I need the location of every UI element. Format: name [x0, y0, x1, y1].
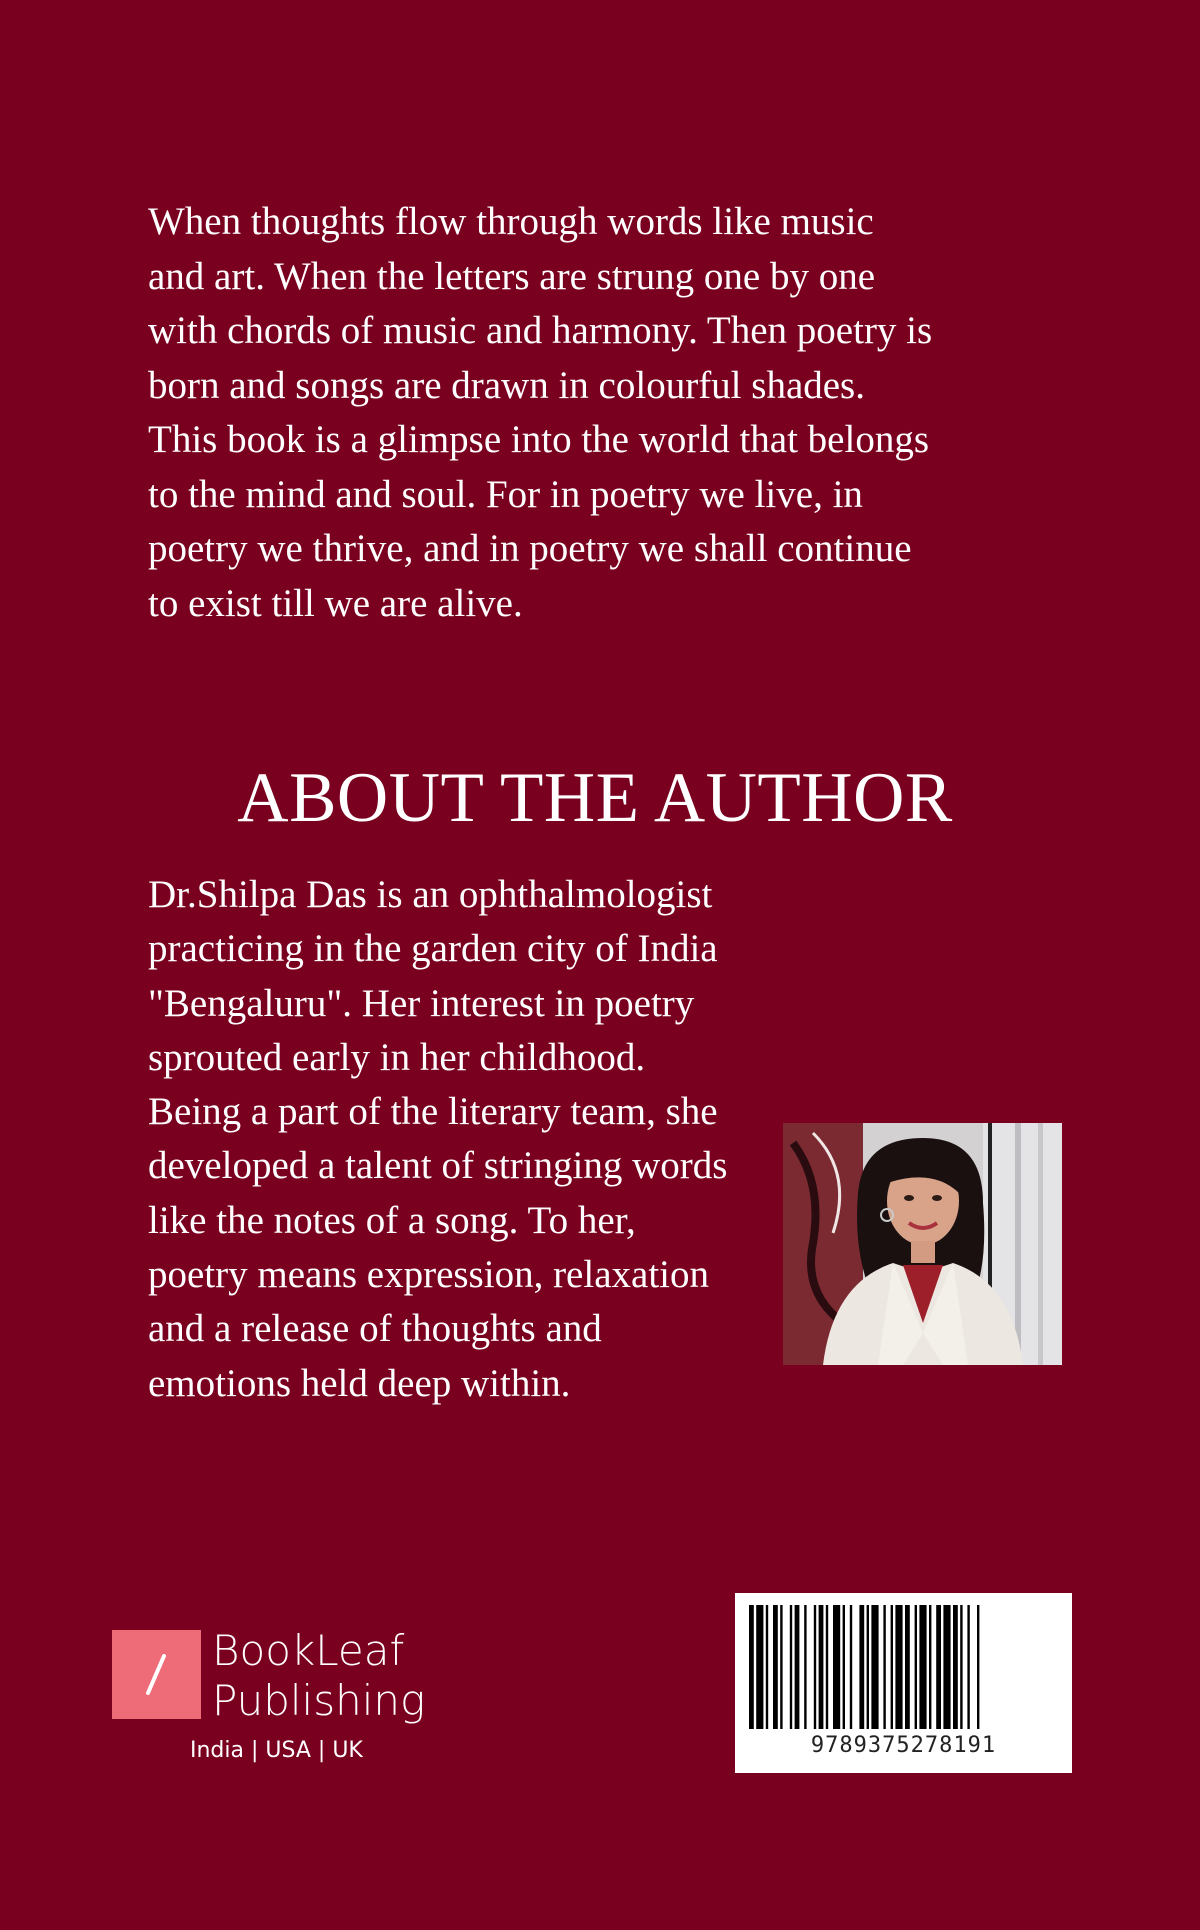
- barcode-bar: [960, 1605, 962, 1729]
- barcode-bar: [819, 1605, 824, 1729]
- blurb-line: with chords of music and harmony. Then poetry is: [148, 309, 933, 352]
- barcode-bar: [859, 1605, 864, 1729]
- barcode-bar: [967, 1605, 969, 1729]
- about-author-heading: ABOUT THE AUTHOR: [237, 759, 953, 837]
- blurb-line: and art. When the letters are strung one by one: [148, 254, 876, 298]
- barcode-bar: [826, 1605, 828, 1729]
- barcode-bar: [814, 1605, 816, 1729]
- bio-line: developed a talent of stringing words: [148, 1144, 728, 1188]
- barcode-bar: [891, 1605, 893, 1729]
- barcode-bars: [745, 1605, 1062, 1729]
- barcode-bar: [871, 1605, 878, 1729]
- blurb-line: born and songs are drawn in colourful shades.: [148, 363, 865, 407]
- barcode-bar: [915, 1605, 917, 1729]
- barcode-bar: [929, 1605, 931, 1729]
- barcode-bar: [905, 1605, 910, 1729]
- barcode-bar: [919, 1605, 926, 1729]
- publisher-name-line1: BookLeaf: [212, 1626, 405, 1675]
- bio-line: and a release of thoughts and: [148, 1307, 602, 1351]
- slash-icon: [112, 1630, 201, 1719]
- isbn-number: 9789375278191: [810, 1733, 997, 1758]
- barcode-bar: [843, 1605, 845, 1729]
- barcode-bar: [749, 1605, 754, 1729]
- bio-line: Dr.Shilpa Das is an ophthalmologist: [148, 873, 713, 916]
- barcode-bar: [977, 1605, 979, 1729]
- barcode-bar: [953, 1605, 958, 1729]
- bio-line: Being a part of the literary team, she: [148, 1090, 718, 1134]
- barcode-bar: [766, 1605, 768, 1729]
- barcode-bar: [895, 1605, 902, 1729]
- author-bio: [148, 868, 788, 1411]
- publisher-logo: [112, 1626, 452, 1770]
- author-photo: [783, 1123, 1062, 1365]
- bio-line: emotions held deep within.: [148, 1361, 571, 1405]
- bio-line: like the notes of a song. To her,: [148, 1198, 636, 1242]
- barcode-bar: [833, 1605, 840, 1729]
- barcode-bar: [795, 1605, 800, 1729]
- isbn-barcode: [735, 1593, 1072, 1773]
- barcode-bar: [936, 1605, 941, 1729]
- blurb-line: poetry we thrive, and in poetry we shall continue: [148, 527, 912, 570]
- blurb-line: This book is a glimpse into the world that belongs: [148, 418, 930, 461]
- barcode-bar: [943, 1605, 950, 1729]
- bio-line: "Bengaluru". Her interest in poetry: [148, 981, 695, 1025]
- blurb-line: to the mind and soul. For in poetry we live, in: [148, 472, 863, 516]
- barcode-bar: [773, 1605, 778, 1729]
- bio-line: practicing in the garden city of India: [148, 927, 718, 971]
- bio-line: sprouted early in her childhood.: [148, 1035, 646, 1079]
- publisher-name: [212, 1626, 425, 1726]
- bio-line: poetry means expression, relaxation: [148, 1253, 709, 1297]
- publisher-name-line2: Publishing: [212, 1676, 426, 1725]
- blurb-line: When thoughts flow through words like music: [148, 200, 874, 243]
- book-blurb: [148, 195, 1008, 631]
- blurb-line: to exist till we are alive.: [148, 581, 523, 625]
- barcode-bar: [780, 1605, 782, 1729]
- barcode-bar: [850, 1605, 852, 1729]
- barcode-bar: [804, 1605, 806, 1729]
- barcode-bar: [790, 1605, 792, 1729]
- publisher-regions: India | USA | UK: [190, 1738, 363, 1763]
- barcode-bar: [756, 1605, 763, 1729]
- barcode-bar: [867, 1605, 869, 1729]
- barcode-bar: [883, 1605, 885, 1729]
